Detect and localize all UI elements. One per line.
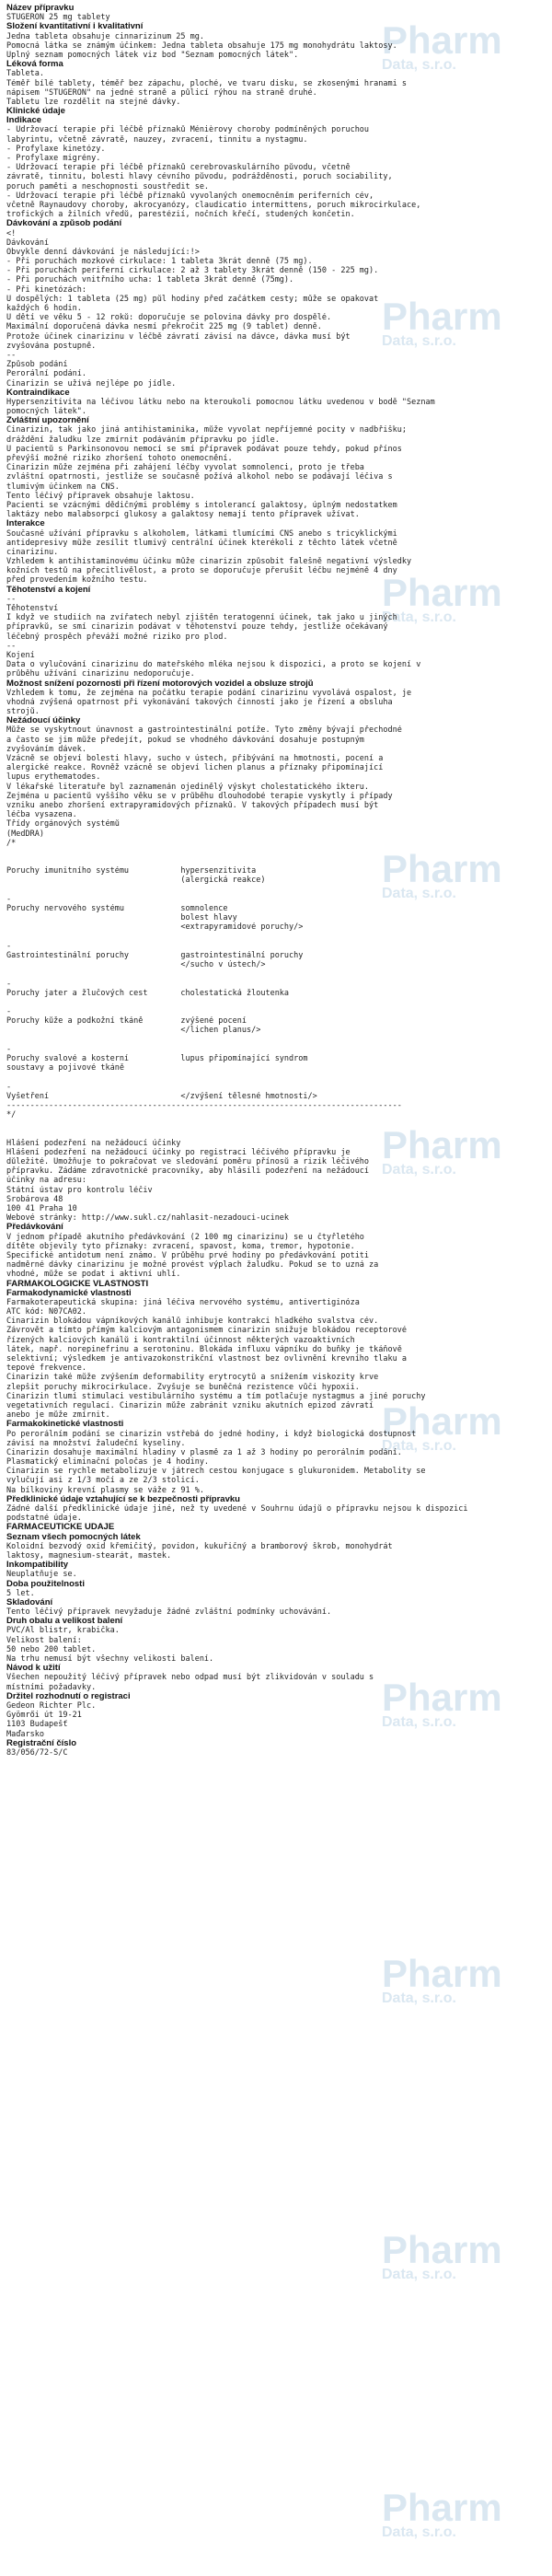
text-line: Po perorálním podání se cinarizin vstřebá do jedné hodiny, i když biologická dostupnost (6, 1429, 417, 1439)
text-line: Cinarizin se rychle metabolizuje v játrech cestou konjugace s glukuronidem. Metabolity se (6, 1467, 426, 1477)
text-line: poruch paměti a neschopnosti soustředit se. (6, 181, 210, 191)
text-line: Maďarsko (6, 1729, 44, 1739)
section-heading: Druh obalu a velikost balení (6, 1617, 123, 1627)
text-line: léčebný prospěch převáží možné riziko pro plod. (6, 632, 228, 642)
text-line: přípravku. Žádáme zdravotnické pracovníky, aby hlásili podezření na nežádoucí (6, 1166, 370, 1177)
text-line: Obvykle denní dávkování je následující:!> (6, 247, 200, 257)
watermark: Pharm Data, s.r.o. (382, 1399, 502, 1454)
text-line: Cinarizin dosahuje maximální hladiny v plasmě za 1 až 3 hodiny po perorálním podání. (6, 1447, 402, 1457)
text-line: Současné užívání přípravku s alkoholem, látkami tlumícími CNS anebo s tricyklickými (6, 528, 397, 539)
text-line: Pomocná látka se známým účinkem: Jedna tableta obsahuje 175 mg monohydrátu laktosy. (6, 41, 397, 51)
section-heading: Držitel rozhodnutí o registraci (6, 1691, 131, 1701)
text-line (6, 886, 549, 895)
watermark: Pharm Data, s.r.o. (382, 2486, 502, 2540)
section-heading: Těhotenství a kojení (6, 585, 91, 595)
text-line: Vzhledem k tomu, že zejména na počátku terapie podání cinarizinu vyvolává ospalost, je (6, 688, 412, 698)
text-line: Perorální podání. (6, 369, 86, 379)
section-heading: Předávkování (6, 1223, 63, 1233)
text-line: Specifické antidotum není známo. V průběhu prvé hodiny po předávkování potiti (6, 1250, 370, 1260)
text-line: Zejména u pacientů vyššího věku se v průběhu dlouhodobé terapie vyskytly i případy (6, 791, 393, 801)
text-line: bolest hlavy (6, 913, 237, 923)
section-heading: Nežádoucí účinky (6, 716, 81, 726)
text-line: Tabletu lze rozdělit na stejné dávky. (6, 97, 181, 107)
text-line: Vzhledem k antihistaminovému účinku může cinarizin způsobit falešně negativní výsledky (6, 557, 412, 567)
text-line: závisí na množství žaludeční kyseliny. (6, 1438, 186, 1448)
text-line: Hlášení podezření na nežádoucí účinky (6, 1138, 181, 1148)
text-line: Všechen nepoužitý léčivý přípravek nebo odpad musí být zlikvidován v souladu s (6, 1673, 374, 1683)
text-line: - (6, 979, 12, 989)
text-line: Koloidní bezvodý oxid křemičitý, povidon, kukuřičný a bramborový škrob, monohydrát (6, 1541, 393, 1551)
text-line (6, 848, 549, 857)
text-line: Cinarizin může zejména při zahájení léčby vyvolat somnolenci, proto je třeba (6, 463, 364, 473)
text-line: - Při kinetózách: (6, 284, 86, 295)
text-line: Jedna tableta obsahuje cinnarizinum 25 mg. (6, 31, 204, 41)
text-line: Maximální doporučená dávka nesmí překročit 225 mg (9 tablet) denně. (6, 322, 322, 332)
text-line: převýší možné riziko zhoršení tohoto onemocnění. (6, 454, 233, 463)
section-heading: Léková forma (6, 60, 63, 70)
text-line: tepové frekvence. (6, 1363, 86, 1374)
text-line: kožních testů na přecitlivělost, a proto se doporučuje přerušit léčbu nejméně 4 dny (6, 566, 397, 576)
section-heading: Klinické údaje (6, 107, 65, 117)
watermark: Pharm Data, s.r.o. (382, 847, 502, 901)
text-line: Farmakoterapeutická skupina: jiná léčiva nervového systému, antivertiginóza (6, 1297, 360, 1307)
text-line: 50 nebo 200 tablet. (6, 1644, 97, 1654)
text-line: (alergická reakce) (6, 876, 266, 886)
text-line: Tento léčivý přípravek nevyžaduje žádné zvláštní podmínky uchovávání. (6, 1607, 332, 1618)
text-line: cinarizinu. (6, 547, 59, 557)
text-line (6, 1036, 549, 1045)
text-line: -- (6, 350, 17, 360)
text-line: Šrobárova 48 (6, 1194, 63, 1204)
text-line: vhodné, může se podat i aktivní uhlí. (6, 1270, 181, 1280)
text-line: ------------------------------------------------------------------------------------ (6, 1100, 402, 1110)
text-line: Úplný seznam pomocných látek viz bod "Seznam pomocných látek". (6, 50, 299, 60)
text-line: labyrintu, včetně závratě, nauzey, zvracení, tinnitu a nystagmu. (6, 134, 308, 145)
text-line: dráždění žaludku lze zmírnit podáváním přípravku po jídle. (6, 435, 280, 445)
text-line: zvyšováním dávek. (6, 744, 86, 754)
text-line: Cinarizin blokádou vápníkových kanálů inhibuje kontrakci hladkého svalstva cév. (6, 1317, 379, 1327)
text-line: - Udržovací terapie při léčbě příznaků vyvolaných onemocněním periferních cév, (6, 191, 374, 201)
section-heading: Kontraindikace (6, 388, 70, 398)
text-line (6, 1120, 549, 1129)
text-line (6, 998, 549, 1007)
text-line: 1103 Budapešť (6, 1720, 68, 1730)
text-line: Může se vyskytnout únavnost a gastrointestinální potíže. Tyto změny bývají přechodné (6, 725, 402, 736)
section-heading: FARMACEUTICKÉ ÚDAJE (6, 1523, 115, 1533)
text-line: vzniku anebo zhoršení extrapyramidových příznaků. V takových případech musí být (6, 800, 379, 810)
section-heading: Doba použitelnosti (6, 1579, 85, 1589)
text-line: Způsob podání (6, 360, 68, 370)
section-heading: FARMAKOLOGICKÉ VLASTNOSTI (6, 1279, 149, 1289)
text-line: před provedením kožního testu. (6, 575, 148, 586)
text-line: Pacienti se vzácnými dědičnými problémy s intolerancí galaktosy, úplným nedostatkem (6, 500, 397, 510)
text-line: vegetativních regulací. Cinarizin může zabránit vzniku akutních epizod závratí (6, 1400, 374, 1410)
text-line: - Profylaxe kinetózy. (6, 144, 106, 154)
text-line: (MedDRA) (6, 829, 44, 839)
text-line: Poruchy kůže a podkožní tkáně zvýšené pocení (6, 1016, 247, 1027)
text-line: místními požadavky. (6, 1682, 97, 1692)
text-line: přípravků, se smí cinarizin podávat v těhotenství pouze tehdy, jestliže očekávaný (6, 622, 388, 632)
text-line: - Při poruchách vnitřního ucha: 1 tableta 3krát denně (75mg). (6, 275, 294, 285)
text-line: Poruchy jater a žlučových cest cholestatická žloutenka (6, 988, 290, 998)
text-line: V jednom případě akutního předávkování (2 100 mg cinarizinu) se u čtyřletého (6, 1232, 364, 1242)
text-line: alergické reakce. Rovněž vzácně se objeví lichen planus a příznaky připomínající (6, 763, 384, 773)
text-line: a často se jim může předejít, pokud se vhodného dávkování dosahuje postupným (6, 735, 364, 745)
text-line: - (6, 941, 12, 951)
text-line: vylučují asi z 1/3 močí a ze 2/3 stolicí. (6, 1476, 200, 1486)
text-line: důležité. Umožňuje to pokračovat ve sledování poměru přínosů a rizik léčivého (6, 1157, 370, 1167)
text-line: - (6, 1044, 12, 1054)
text-line (6, 1130, 549, 1139)
text-line: včetně Raynaudovy choroby, akrocyanózy, claudicatio intermittens, poruch mikrocirkulace, (6, 200, 421, 210)
text-line: - (6, 1007, 12, 1017)
section-heading: Složení kvantitativní i kvalitativní (6, 22, 144, 32)
text-line: ATC kód: N07CA02. (6, 1307, 86, 1317)
text-line: Webové stránky: http://www.sukl.cz/nahlasit-nezadouci-ucinek (6, 1213, 290, 1224)
text-line: Gedeon Richter Plc. (6, 1700, 97, 1711)
text-line: Hypersenzitivita na léčivou látku nebo na kteroukoli pomocnou látku uvedenou v bodě "Seznam (6, 397, 435, 407)
text-line: léčba vysazena. (6, 810, 77, 820)
section-heading: Zvláštní upozornění (6, 416, 89, 426)
section-heading: Inkompatibility (6, 1561, 69, 1571)
text-line: zvláštní opatrnosti, jestliže se současně požívá alkohol nebo se podávají léčiva s (6, 472, 393, 482)
text-line: vhodná zvýšená opatrnost při vykonávání takových činností jako je řízení a obsluha (6, 697, 393, 707)
text-line: laktázy nebo malabsorpcí glukosy a galaktosy nemají tento přípravek užívat. (6, 510, 360, 520)
text-line: zlepšit poruchy mikrocirkulace. Zvyšuje se buněčná rezistence vůči hypoxii. (6, 1382, 360, 1392)
text-line: Na bílkoviny krevní plasmy se váže z 91 %. (6, 1485, 204, 1495)
text-line: průběhu užívání cinarizinu nedoporučuje. (6, 669, 195, 679)
watermark: Pharm Data, s.r.o. (382, 2228, 502, 2282)
section-heading: Farmakokinetické vlastnosti (6, 1420, 124, 1430)
section-heading: Skladování (6, 1597, 53, 1607)
text-line: nápisem "STUGERON" na jedné straně a půlicí rýhou na straně druhé. (6, 87, 317, 98)
text-line: Hlášení podezření na nežádoucí účinky po registraci léčivého přípravku je (6, 1147, 351, 1157)
text-line: strojů. (6, 707, 40, 717)
text-line: Cinarizin se užívá nejlépe po jídle. (6, 378, 177, 389)
text-line: - (6, 894, 12, 904)
text-line: řízených kalciových kanálů i kontraktilní účinnost některých vazoaktivních (6, 1335, 355, 1345)
section-heading: Dávkování a způsob podání (6, 219, 122, 229)
watermark: Pharm Data, s.r.o. (382, 571, 502, 625)
text-line: <extrapyramidové poruchy/> (6, 922, 304, 933)
text-line: PVC/Al blistr, krabička. (6, 1626, 120, 1636)
text-line: Kojení (6, 650, 35, 660)
document-body (6, 4, 549, 1758)
text-line: Poruchy nervového systému somnolence (6, 904, 228, 913)
text-line: - Při poruchách mozkové cirkulace: 1 tableta 3krát denně (75 mg). (6, 257, 313, 267)
text-line: Státní ústav pro kontrolu léčiv (6, 1185, 153, 1195)
text-line: Tento léčivý přípravek obsahuje laktosu. (6, 491, 195, 501)
section-heading: Návod k užití (6, 1664, 61, 1674)
text-line: závratě, tinnitu, bolesti hlavy cévního původu, podrážděnosti, poruch sociability, (6, 172, 393, 182)
text-line: účinky na adresu: (6, 1176, 86, 1186)
text-line: Neuplatňuje se. (6, 1570, 77, 1580)
text-line: laktosy, magnesium-stearát, mastek. (6, 1550, 172, 1561)
text-line: každých 6 hodin. (6, 304, 82, 313)
text-line: Na trhu nemusí být všechny velikosti balení. (6, 1654, 214, 1664)
text-line: Cinarizin také může zvýšením deformability erytrocytů a snížením viskozity krve (6, 1373, 379, 1383)
text-line: Cinarizin, tak jako jiná antihistaminika, může vyvolat nepříjemné pocity v nadbřišku; (6, 425, 407, 435)
text-line (6, 857, 549, 866)
section-heading: Farmakodynamické vlastnosti (6, 1288, 132, 1298)
text-line: selektivní; výsledkem je antivazokonstrikční vlastnost bez ovlivnění krevního tlaku a (6, 1354, 407, 1363)
text-line: - Udržovací terapie při léčbě příznaků Ménièrovy choroby podmíněných poruchou (6, 125, 370, 135)
text-line: </lichen planus/> (6, 1026, 261, 1036)
text-line: soustavy a pojivové tkáně (6, 1063, 124, 1073)
text-line: U dospělých: 1 tableta (25 mg) půl hodiny před začátkem cesty; může se opakovat (6, 294, 379, 304)
text-line: Téměř bílé tablety, téměř bez zápachu, ploché, ve tvaru disku, se zkosenými hranami s (6, 78, 407, 88)
watermark: Pharm Data, s.r.o. (382, 18, 502, 73)
watermark: Pharm Data, s.r.o. (382, 295, 502, 349)
section-heading: Interakce (6, 519, 45, 529)
text-line: antidepresivy může zesílit tlumivý centrální účinek kterékoli z těchto látek včetně (6, 538, 397, 548)
text-line: -- (6, 594, 17, 604)
text-line: Gastrointestinální poruchy gastrointestinální poruchy (6, 950, 304, 960)
text-line: - Profylaxe migrény. (6, 154, 101, 163)
text-line: V lékařské literatuře byl zaznamenán ojedinělý výskyt cholestatického ikteru. (6, 782, 370, 792)
text-line: STUGERON 25 mg tablety (6, 13, 110, 23)
text-line: I když ve studiích na zvířatech nebyl zjištěn teratogenní účinek, tak jako u jiných (6, 613, 397, 623)
text-line: */ (6, 1110, 17, 1120)
text-line: - Udržovací terapie při léčbě příznaků cerebrovaskulárního původu, včetně (6, 163, 351, 173)
text-line: Závrovět a tímto přímým kalciovým antagonismem cinarizin snižuje blokádou receptorové (6, 1326, 407, 1336)
text-line: </sucho v ústech/> (6, 960, 266, 970)
text-line: <! (6, 228, 17, 238)
text-line: podstatné údaje. (6, 1514, 82, 1524)
watermark: Pharm Data, s.r.o. (382, 1952, 502, 2006)
text-line: Velikost balení: (6, 1635, 82, 1645)
section-heading: Seznam všech pomocných látek (6, 1532, 141, 1542)
text-line: látek, např. norepinefrinu a serotoninu. Blokáda influxu vápníku do buňky je tkáňově (6, 1344, 402, 1354)
text-line: Gyömrői út 19-21 (6, 1711, 82, 1721)
text-line: 5 let. (6, 1588, 35, 1598)
text-line: zvyšována postupně. (6, 341, 97, 351)
section-heading: Indikace (6, 116, 42, 126)
text-line: U dětí ve věku 5 - 12 roků: doporučuje se polovina dávky pro dospělé. (6, 313, 332, 323)
text-line: Poruchy svalové a kosterní lupus připomínající syndrom (6, 1054, 308, 1063)
text-line: - (6, 1082, 12, 1092)
text-line: nadměrné dávky cinarizinu je možné provést výplach žaludku. Pokud se to uzná za (6, 1260, 379, 1271)
text-line: lupus erythematodes. (6, 772, 101, 783)
text-line: Cinarizin tlumí stimulaci vestibulárního systému a tím potlačuje nystagmus a jiné poruchy (6, 1391, 426, 1401)
text-line (6, 1073, 549, 1082)
text-line: 100 41 Praha 10 (6, 1204, 77, 1213)
text-line: Vzácně se objeví bolesti hlavy, sucho v ústech, přibývání na hmotnosti, pocení a (6, 754, 384, 763)
watermark: Pharm Data, s.r.o. (382, 1123, 502, 1178)
text-line: trofických a žilních vředů, parestézií, nočních křečí, studených končetin. (6, 210, 355, 220)
text-line: Dávkování (6, 238, 50, 248)
text-line: pomocných látek". (6, 407, 86, 417)
section-heading: Předklinické údaje vztahující se k bezpečnosti přípravku (6, 1494, 240, 1504)
text-line: Tableta. (6, 69, 44, 79)
text-line: Těhotenství (6, 604, 59, 613)
text-line: Vyšetření </zvýšení tělesné hmotnosti/> (6, 1091, 317, 1101)
section-heading: Možnost snížení pozornosti při řízení motorových vozidel a obsluze strojů (6, 679, 314, 689)
text-line: Třídy orgánových systémů (6, 819, 120, 830)
text-line: Plasmatický eliminační poločas je 4 hodiny. (6, 1457, 210, 1468)
watermark: Pharm Data, s.r.o. (382, 1676, 502, 1730)
text-line: - Při poruchách periferní cirkulace: 2 až 3 tablety 3krát denně (150 - 225 mg). (6, 266, 379, 276)
text-line: Žádné další předklinické údaje jiné, než ty uvedené v Souhrnu údajů o přípravku nejsou k dispozici (6, 1504, 468, 1514)
text-line: 83/056/72-S/C (6, 1747, 68, 1758)
section-heading: Název přípravku (6, 4, 75, 13)
text-line: dítěte objevily tyto příznaky: zvracení, spavost, koma, tremor, hypotonie. (6, 1241, 355, 1251)
text-line: Protože účinek cinarizinu v léčbě závratí závisí na dávce, dávka musí být (6, 331, 351, 342)
text-line: U pacientů s Parkinsonovou nemocí se smí přípravek podávat pouze tehdy, pokud přínos (6, 444, 402, 454)
text-line (6, 969, 549, 979)
section-heading: Registrační číslo (6, 1738, 77, 1748)
text-line: Poruchy imunitního systému hypersenzitivita (6, 866, 257, 876)
text-line: anebo je může zmírnit. (6, 1410, 110, 1421)
text-line: -- (6, 641, 17, 651)
text-line: /* (6, 838, 17, 848)
text-line (6, 933, 549, 942)
text-line: Data o vylučování cinarizinu do mateřského mléka nejsou k dispozici, a proto se kojení v (6, 660, 421, 670)
text-line: tlumivým účinkem na CNS. (6, 482, 120, 492)
